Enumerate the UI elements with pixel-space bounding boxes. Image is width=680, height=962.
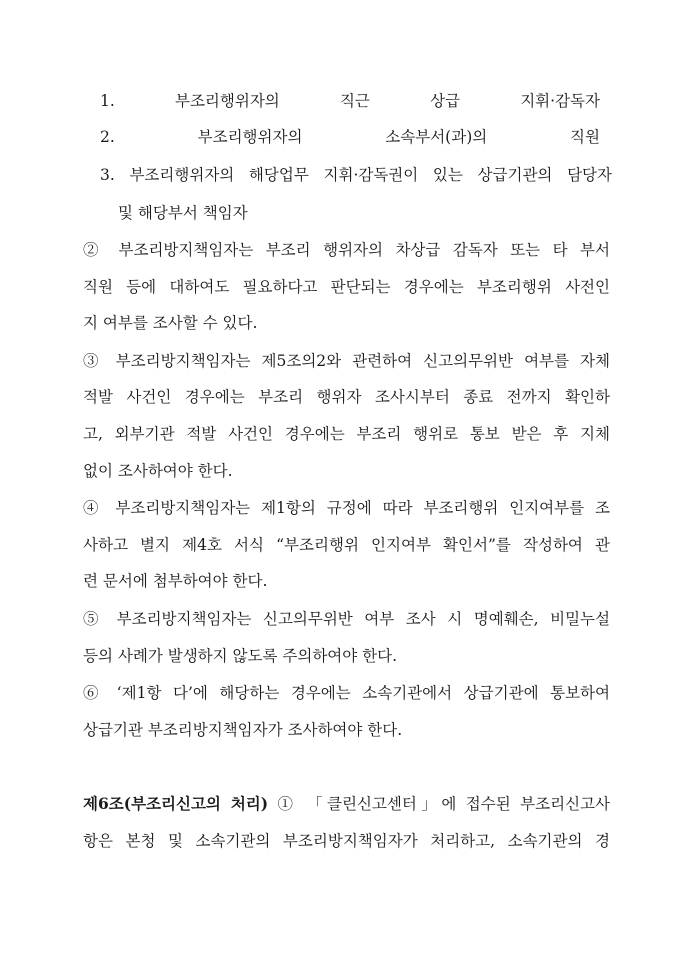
article-6-line-2: 항은 본청 및 소속기관의 부조리방지책임자가 처리하고, 소속기관의 경 [83,832,610,850]
paragraph-4-line-3: 련 문서에 첨부하여야 한다. [83,572,268,590]
paragraph-3-line-1: ③ 부조리방지책임자는 제5조의2와 관련하여 신고의무위반 여부를 자체 [83,352,610,370]
paragraph-3-line-3: 고, 외부기관 적발 사건인 경우에는 부조리 행위로 통보 받은 후 지체 [83,425,610,443]
paragraph-2-line-3: 지 여부를 조사할 수 있다. [83,314,258,332]
paragraph-2-line-1: ② 부조리방지책임자는 부조리 행위자의 차상급 감독자 또는 타 부서 [83,241,610,259]
paragraph-6-line-2: 상급기관 부조리방지책임자가 조사하여야 한다. [83,721,403,739]
list-item-3: 3. 부조리행위자의 해당업무 지휘·감독권이 있는 상급기관의 담당자 [100,166,612,184]
paragraph-4-line-1: ④ 부조리방지책임자는 제1항의 규정에 따라 부조리행위 인지여부를 조 [83,499,610,517]
paragraph-6-line-1: ⑥ ‘제1항 다’에 해당하는 경우에는 소속기관에서 상급기관에 통보하여 [83,684,610,702]
paragraph-3-line-4: 없이 조사하여야 한다. [83,462,233,480]
article-6-title: 제6조(부조리신고의 처리) [83,794,269,813]
article-6-line-1-text: ① 「클린신고센터」에 접수된 부조리신고사 [268,795,610,813]
list-item-1: 1. 부조리행위자의 직근 상급 지휘·감독자 [100,92,600,110]
paragraph-3-line-2: 적발 사건인 경우에는 부조리 행위자 조사시부터 종료 전까지 확인하 [83,388,610,406]
list-item-2: 2. 부조리행위자의 소속부서(과)의 직원 [100,128,600,146]
paragraph-4-line-2: 사하고 별지 제4호 서식 “부조리행위 인지여부 확인서”를 작성하여 관 [83,536,610,554]
paragraph-5-line-1: ⑤ 부조리방지책임자는 신고의무위반 여부 조사 시 명예훼손, 비밀누설 [83,610,610,628]
list-item-3-continued: 및 해당부서 책임자 [118,204,248,222]
paragraph-5-line-2: 등의 사례가 발생하지 않도록 주의하여야 한다. [83,647,398,665]
article-6-line-1 [83,794,610,814]
paragraph-2-line-2: 직원 등에 대하여도 필요하다고 판단되는 경우에는 부조리행위 사전인 [83,278,610,296]
